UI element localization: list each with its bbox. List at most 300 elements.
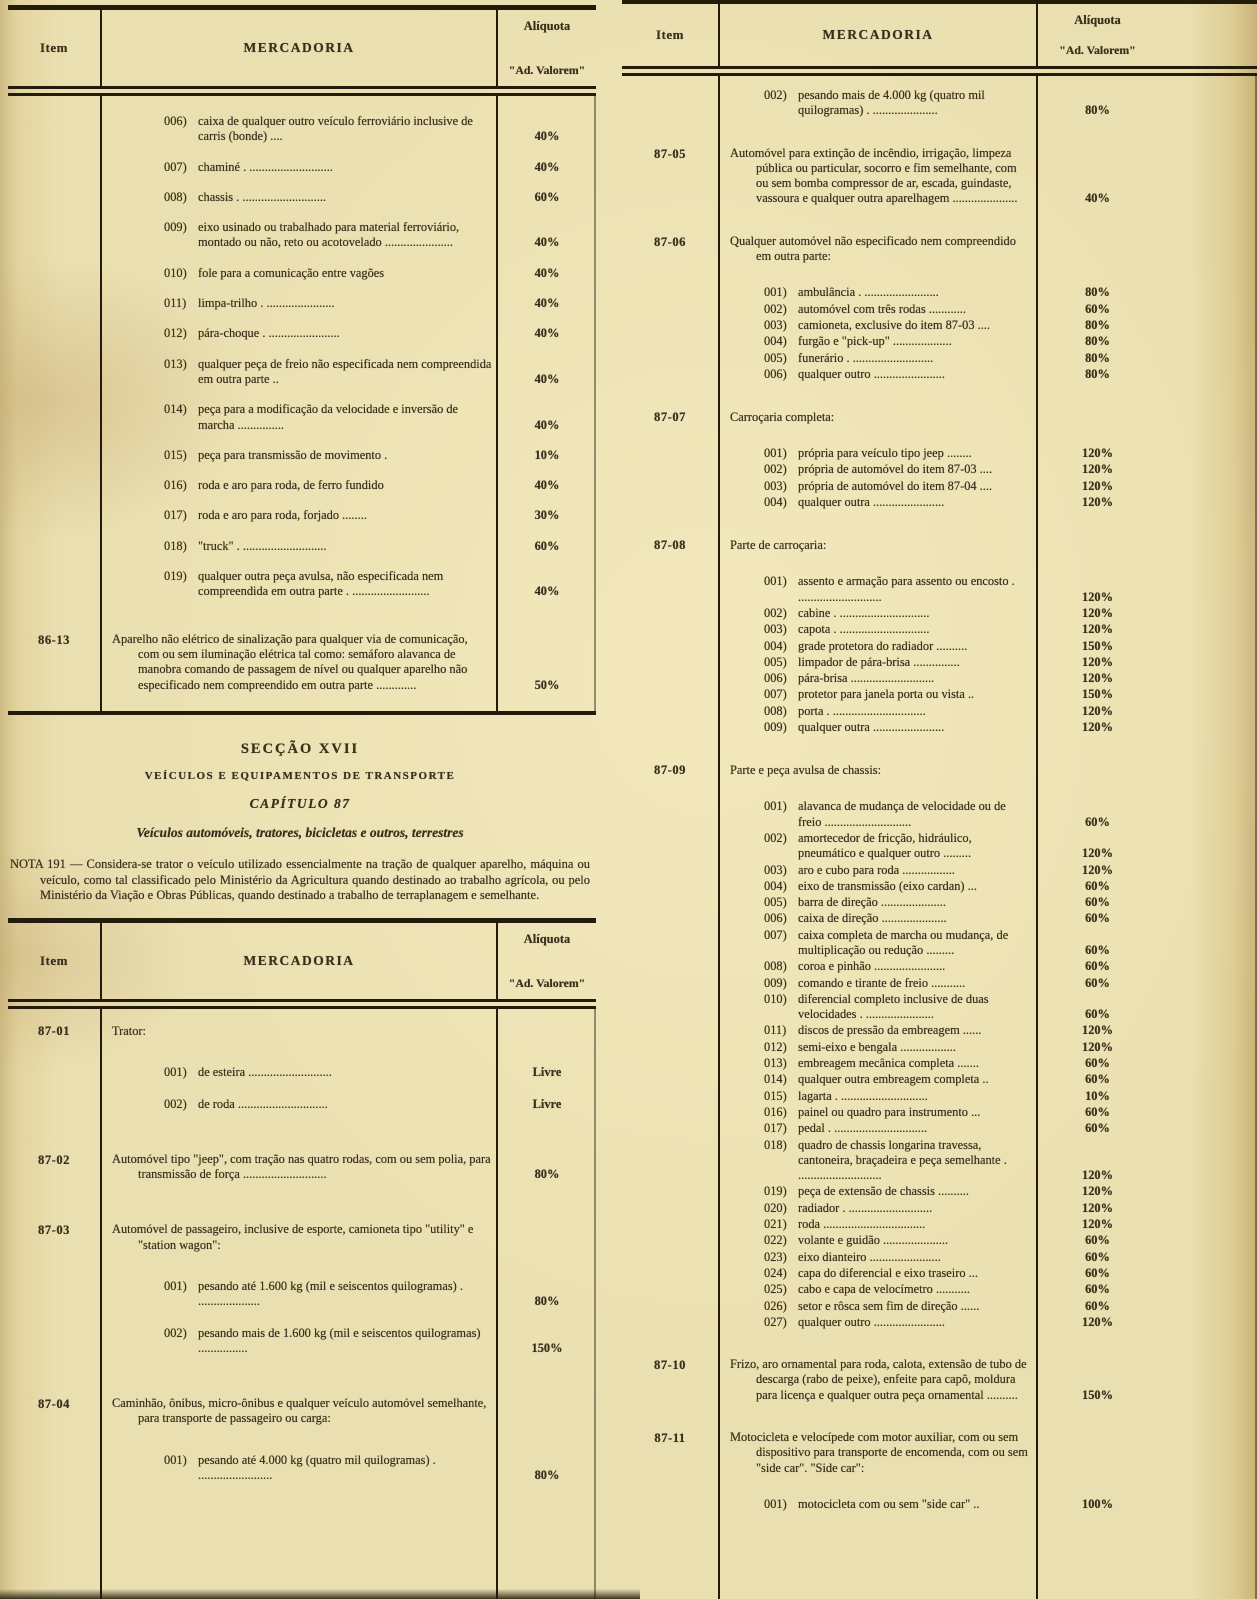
item-description: cabine . ............................. xyxy=(798,605,930,620)
row-description xyxy=(718,1315,1038,1330)
item-code xyxy=(622,1184,718,1185)
subitem xyxy=(112,1097,492,1112)
item-description: qualquer outra embreagem completa .. xyxy=(798,1072,989,1087)
table-row xyxy=(8,508,596,523)
section-heading: SECÇÃO XVII xyxy=(240,740,360,757)
item-description: caixa de qualquer outro veículo ferroviário inclusive de carris (bonde) .... xyxy=(198,114,473,144)
item-description: Parte e peça avulsa de chassis: xyxy=(730,763,882,778)
item-description: painel ou quadro para instrumento ... xyxy=(798,1104,981,1119)
table-row xyxy=(8,1453,596,1484)
subitem xyxy=(730,1299,1032,1314)
item-code xyxy=(622,606,718,607)
aliquota-value: 60% xyxy=(1085,911,1110,926)
subitem xyxy=(730,799,1032,830)
item-code xyxy=(8,266,100,267)
row-description xyxy=(100,569,498,600)
table-row xyxy=(8,402,596,433)
subitem xyxy=(730,1056,1032,1071)
item-code xyxy=(622,1105,718,1106)
table-row xyxy=(8,296,596,311)
aliquota-value: 80% xyxy=(1085,334,1110,349)
aliquota-value: 60% xyxy=(1085,1282,1110,1297)
subitem xyxy=(730,88,1032,119)
item-code xyxy=(622,1040,718,1041)
left-column xyxy=(8,0,596,1599)
subitem-number: 016) xyxy=(764,1104,787,1119)
subitem-number: 015) xyxy=(164,447,187,462)
aliquota-label-line1: Alíquota xyxy=(1074,13,1121,27)
aliquota-column-header xyxy=(498,10,596,86)
table-row xyxy=(8,266,596,281)
row-description xyxy=(718,334,1038,349)
subitem xyxy=(112,478,492,493)
item-description: quadro de chassis longarina travessa, cantoneira, braçadeira e peça semelhante . ........................... xyxy=(798,1137,1007,1183)
aliquota-value: 120% xyxy=(1082,589,1113,604)
table-body xyxy=(8,1009,596,1599)
row-description xyxy=(718,146,1038,207)
subitem-number: 010) xyxy=(764,991,787,1006)
aliquota-value: 120% xyxy=(1082,1168,1113,1183)
chapter-subtitle: Veículos automóveis, tratores, bicicletas e outros, terrestres xyxy=(136,824,464,840)
table-row xyxy=(8,160,596,175)
item-description: pesando até 1.600 kg (mil e seiscentos quilogramas) . .................... xyxy=(198,1279,463,1309)
item-code xyxy=(8,1065,100,1066)
item-description: roda ................................. xyxy=(798,1217,926,1232)
aliquota-value: 60% xyxy=(1085,1104,1110,1119)
aliquota-value: 60% xyxy=(1085,942,1110,957)
item-description: capa do diferencial e eixo traseiro ... xyxy=(798,1265,978,1280)
aliquota-value: 120% xyxy=(1082,862,1113,877)
row-description xyxy=(718,976,1038,991)
item-code xyxy=(622,976,718,977)
subitem xyxy=(730,1233,1032,1248)
row-description xyxy=(718,351,1038,366)
row-description xyxy=(718,720,1038,735)
mercadoria-column-header: MERCADORIA xyxy=(718,4,1038,66)
item-description: alavanca de mudança de velocidade ou de freio ............................ xyxy=(798,799,1006,829)
subitem-number: 001) xyxy=(164,1279,187,1293)
item-code xyxy=(622,495,718,496)
row-description xyxy=(718,639,1038,654)
table-row xyxy=(8,478,596,493)
item-code xyxy=(622,1299,718,1300)
aliquota-value: 60% xyxy=(1085,878,1110,893)
item-code: 86-13 xyxy=(38,632,70,647)
subitem-number: 006) xyxy=(164,114,187,128)
item-code xyxy=(8,220,100,221)
subitem xyxy=(730,1315,1032,1330)
subitem-number: 001) xyxy=(764,574,787,589)
table-body xyxy=(8,96,596,711)
aliquota-value: 120% xyxy=(1082,622,1113,637)
item-code xyxy=(8,357,100,358)
row-description xyxy=(100,1065,498,1080)
subitem-number: 014) xyxy=(164,402,187,417)
aliquota-value: 40% xyxy=(534,159,560,174)
item-code xyxy=(622,639,718,640)
row-description xyxy=(718,410,1038,425)
row-description xyxy=(100,1396,498,1427)
subitem-number: 011) xyxy=(164,296,187,311)
subitem-number: 017) xyxy=(164,508,187,523)
subitem xyxy=(112,569,492,600)
subitem xyxy=(730,1121,1032,1136)
row-description xyxy=(718,1357,1038,1403)
table-row xyxy=(8,190,596,205)
subitem xyxy=(112,296,492,311)
subitem xyxy=(730,992,1032,1023)
subitem xyxy=(730,911,1032,926)
item-code xyxy=(622,1089,718,1090)
subitem xyxy=(730,879,1032,894)
item-description: cabo e capa de velocímetro ........... xyxy=(798,1282,971,1297)
subitem xyxy=(730,687,1032,702)
item-description: própria de automóvel do item 87-04 .... xyxy=(798,478,993,493)
subitem-number: 004) xyxy=(764,334,787,349)
table-row xyxy=(8,1152,596,1183)
item-code xyxy=(622,318,718,319)
item-code xyxy=(622,911,718,912)
item-code xyxy=(8,478,100,479)
aliquota-value: 10% xyxy=(1085,1088,1110,1103)
aliquota-value: 150% xyxy=(531,1340,563,1355)
item-code xyxy=(622,285,718,286)
item-description: Automóvel tipo "jeep", com tração nas quatro rodas, com ou sem polia, para transmissão de força ........................... xyxy=(112,1151,491,1182)
subitem-number: 001) xyxy=(164,1065,187,1080)
subitem-number: 012) xyxy=(164,326,187,341)
subitem xyxy=(730,959,1032,974)
aliquota-value: 120% xyxy=(1082,654,1113,669)
subitem xyxy=(730,1040,1032,1055)
subitem xyxy=(730,606,1032,621)
item-description: Qualquer automóvel não especificado nem compreendido em outra parte: xyxy=(730,233,1016,264)
table-row xyxy=(8,326,596,341)
item-code xyxy=(8,508,100,509)
item-code xyxy=(622,1121,718,1122)
row-description xyxy=(100,1222,498,1253)
item-column-header: Item xyxy=(40,40,68,55)
subitem xyxy=(730,639,1032,654)
aliquota-value: 80% xyxy=(1085,317,1110,332)
subitem xyxy=(730,1250,1032,1265)
subitem-number: 012) xyxy=(764,1039,787,1054)
aliquota-value: 60% xyxy=(1085,814,1110,829)
item-description: lagarta . ............................ xyxy=(798,1088,928,1103)
aliquota-value: 60% xyxy=(1085,1121,1110,1136)
aliquota-value: 60% xyxy=(1085,1056,1110,1071)
item-code: 87-11 xyxy=(654,1431,686,1445)
subitem-number: 010) xyxy=(164,265,187,280)
item-code xyxy=(622,1315,718,1316)
aliquota-value: 10% xyxy=(534,447,560,462)
item-description: caixa completa de marcha ou mudança, de multiplicação ou redução ......... xyxy=(798,927,1009,957)
subitem-number: 008) xyxy=(164,189,187,204)
item-description: eixo usinado ou trabalhado para material ferroviário, montado ou não, reto ou acotovelado ...................... xyxy=(198,220,460,250)
item-description: fole para a comunicação entre vagões xyxy=(198,265,385,280)
row-description xyxy=(718,959,1038,974)
item-description: roda e aro para roda, forjado ........ xyxy=(198,508,367,523)
aliquota-label-line2: "Ad. Valorem" xyxy=(508,63,586,77)
subitem-number: 018) xyxy=(764,1137,787,1152)
item-code xyxy=(8,1279,100,1280)
table-row xyxy=(8,1396,596,1427)
row-description xyxy=(718,538,1038,553)
item-description: Frizo, aro ornamental para roda, calota, extensão de tubo de descarga (rabo de peixe), enfeite para capô, moldura para licença e qualquer outra peça ornamental .......... xyxy=(730,1357,1027,1402)
row-description xyxy=(718,1497,1038,1512)
aliquota-value: 40% xyxy=(534,296,560,311)
mercadoria-column-header: MERCADORIA xyxy=(100,10,498,86)
item-code: 87-05 xyxy=(654,146,686,161)
aliquota-value: 100% xyxy=(1082,1496,1113,1511)
item-code xyxy=(8,190,100,191)
item-code xyxy=(622,1233,718,1234)
chapter-heading-block xyxy=(8,715,596,918)
subitem-number: 024) xyxy=(764,1265,787,1280)
subitem-number: 004) xyxy=(764,495,787,510)
aliquota-value: 120% xyxy=(1082,1023,1113,1038)
item-code xyxy=(622,1201,718,1202)
row-description xyxy=(718,1138,1038,1184)
subitem xyxy=(730,671,1032,686)
item-code xyxy=(622,334,718,335)
item-description: comando e tirante de freio ........... xyxy=(798,975,966,990)
row-description xyxy=(100,478,498,493)
table-row xyxy=(8,448,596,463)
table-header xyxy=(622,4,1257,69)
subitem-number: 020) xyxy=(764,1200,787,1215)
item-description: amortecedor de fricção, hidráulico, pneumático e qualquer outro ......... xyxy=(798,830,972,861)
subitem-number: 002) xyxy=(764,605,787,620)
subitem xyxy=(730,1072,1032,1087)
item-description: Trator: xyxy=(112,1023,146,1038)
item-description: barra de direção ..................... xyxy=(798,895,946,910)
subitem xyxy=(730,1138,1032,1184)
subitem-number: 009) xyxy=(164,220,187,235)
subitem-number: 004) xyxy=(764,638,787,653)
row-description xyxy=(100,326,498,341)
item-column-header: Item xyxy=(656,27,684,42)
subitem-number: 002) xyxy=(164,1096,187,1111)
item-code: 87-01 xyxy=(38,1024,70,1039)
item-description: pára-choque . ....................... xyxy=(198,326,340,341)
table-body xyxy=(622,76,1257,1599)
subitem-number: 001) xyxy=(764,1496,787,1511)
subitem-number: 014) xyxy=(764,1072,787,1087)
subitem xyxy=(112,266,492,281)
subitem-number: 017) xyxy=(764,1121,787,1136)
subitem xyxy=(112,190,492,205)
row-description xyxy=(718,479,1038,494)
subitem-number: 002) xyxy=(764,88,787,102)
item-code xyxy=(622,1282,718,1283)
subitem xyxy=(112,1279,492,1310)
column-divider xyxy=(718,76,720,1599)
aliquota-value: 120% xyxy=(1082,605,1113,620)
row-description xyxy=(718,302,1038,317)
item-code xyxy=(8,402,100,403)
aliquota-value: 60% xyxy=(1085,975,1110,990)
aliquota-value: 120% xyxy=(1082,720,1113,735)
item-description: aro e cubo para roda ................. xyxy=(798,862,955,877)
row-description xyxy=(100,1152,498,1183)
subitem xyxy=(112,402,492,433)
item-description: de roda ............................. xyxy=(198,1096,328,1111)
aliquota-value: 120% xyxy=(1082,671,1113,686)
table-header xyxy=(8,10,596,89)
aliquota-value: 150% xyxy=(1082,687,1113,702)
row-description xyxy=(100,296,498,311)
item-description: de esteira ........................... xyxy=(198,1065,332,1080)
item-code xyxy=(622,1250,718,1251)
item-code xyxy=(8,296,100,297)
row-description xyxy=(718,88,1038,119)
table-row xyxy=(8,1023,596,1039)
item-code xyxy=(8,569,100,570)
row-description xyxy=(718,1201,1038,1216)
aliquota-value: 40% xyxy=(534,417,560,432)
item-description: qualquer outra peça avulsa, não especificada nem compreendida em outra parte . ......................... xyxy=(198,569,444,599)
aliquota-value: 80% xyxy=(534,1294,560,1309)
subitem xyxy=(112,1065,492,1080)
item-code xyxy=(622,655,718,656)
row-description xyxy=(718,655,1038,670)
item-description: pesando mais de 1.600 kg (mil e seiscentos quilogramas) ................ xyxy=(198,1325,481,1355)
subitem xyxy=(730,462,1032,477)
aliquota-value: 50% xyxy=(534,677,560,692)
item-description: eixo de transmissão (eixo cardan) ... xyxy=(798,878,977,893)
tariff-table-right xyxy=(622,0,1257,1599)
subitem-number: 007) xyxy=(164,159,187,174)
row-description xyxy=(718,895,1038,910)
subitem-number: 006) xyxy=(764,366,787,381)
item-description: setor e rôsca sem fim de direção ...... xyxy=(798,1298,980,1313)
item-code xyxy=(8,539,100,540)
row-description xyxy=(100,266,498,281)
aliquota-value: 120% xyxy=(1082,1217,1113,1232)
subitem xyxy=(112,114,492,145)
item-code: 87-10 xyxy=(654,1358,686,1373)
row-description xyxy=(718,799,1038,830)
item-code xyxy=(622,704,718,705)
item-code: 87-06 xyxy=(654,234,686,249)
subitem-number: 013) xyxy=(764,1056,787,1071)
aliquota-value: 60% xyxy=(1085,1233,1110,1248)
subitem xyxy=(730,720,1032,735)
aliquota-value: 40% xyxy=(534,371,560,386)
item-code xyxy=(622,446,718,447)
item-description: ambulância . ........................ xyxy=(798,285,939,300)
subitem xyxy=(730,622,1032,637)
aliquota-value: 60% xyxy=(1085,895,1110,910)
aliquota-label-line2: "Ad. Valorem" xyxy=(508,976,586,991)
item-code xyxy=(8,160,100,161)
row-description xyxy=(100,160,498,175)
subitem-number: 009) xyxy=(764,975,787,990)
table-row xyxy=(8,632,596,693)
subitem-number: 011) xyxy=(764,1023,787,1038)
item-description: pedal . .............................. xyxy=(798,1121,928,1136)
row-description xyxy=(718,1217,1038,1232)
item-code xyxy=(622,879,718,880)
item-description: assento e armação para assento ou encosto . ........................... xyxy=(798,574,1015,604)
aliquota-value: 120% xyxy=(1082,1314,1113,1329)
row-description xyxy=(718,1040,1038,1055)
aliquota-value: 80% xyxy=(1085,366,1110,381)
table-row xyxy=(8,114,596,145)
item-code xyxy=(8,114,100,115)
row-description xyxy=(718,574,1038,605)
item-code xyxy=(8,1097,100,1098)
row-description xyxy=(100,220,498,251)
subitem xyxy=(730,351,1032,366)
aliquota-value: 60% xyxy=(1085,1249,1110,1264)
item-code: 87-07 xyxy=(654,410,686,425)
aliquota-label-line2: "Ad. Valorem" xyxy=(1059,43,1136,57)
item-description: automóvel com três rodas ............ xyxy=(798,301,966,316)
subitem xyxy=(730,863,1032,878)
item-code: 87-02 xyxy=(38,1152,70,1167)
row-description xyxy=(718,606,1038,621)
item-code xyxy=(622,895,718,896)
item-code xyxy=(622,831,718,832)
subitem-number: 022) xyxy=(764,1233,787,1248)
item-description: radiador . ........................... xyxy=(798,1200,933,1215)
aliquota-value: 80% xyxy=(1085,350,1110,365)
item-code xyxy=(622,302,718,303)
subitem xyxy=(730,495,1032,510)
item-description: Automóvel de passageiro, inclusive de esporte, camioneta tipo "utility" e "station wagon": xyxy=(112,1222,474,1252)
item-description: roda e aro para roda, de ferro fundido xyxy=(198,478,384,493)
row-description xyxy=(718,1184,1038,1199)
column-divider xyxy=(100,1009,102,1599)
subitem-number: 015) xyxy=(764,1088,787,1103)
row-description xyxy=(718,285,1038,300)
subitem-number: 009) xyxy=(764,720,787,735)
subitem xyxy=(730,285,1032,300)
item-code xyxy=(8,448,100,449)
item-description: própria de automóvel do item 87-03 .... xyxy=(798,462,993,477)
table-row xyxy=(8,539,596,554)
aliquota-value: 150% xyxy=(1082,638,1113,653)
row-description xyxy=(100,402,498,433)
item-description: furgão e "pick-up" ................... xyxy=(798,334,952,349)
item-description: embreagem mecânica completa ....... xyxy=(798,1056,979,1071)
item-description: pesando até 4.000 kg (quatro mil quilogramas) . ........................ xyxy=(198,1452,436,1483)
item-code xyxy=(622,351,718,352)
row-description xyxy=(100,508,498,523)
subitem-number: 001) xyxy=(764,285,787,300)
subitem xyxy=(730,895,1032,910)
item-description: eixo dianteiro ....................... xyxy=(798,1249,941,1264)
aliquota-value: 120% xyxy=(1082,703,1113,718)
subitem xyxy=(730,1266,1032,1281)
subitem-number: 021) xyxy=(764,1217,787,1232)
item-code xyxy=(622,671,718,672)
subitem xyxy=(112,1326,492,1357)
item-description: funerário . .......................... xyxy=(798,350,934,365)
item-description: chassis . ........................... xyxy=(198,189,327,204)
aliquota-value: 80% xyxy=(534,1468,560,1483)
column-divider xyxy=(496,96,498,711)
right-column xyxy=(622,0,1257,1599)
table-right-border xyxy=(594,96,596,711)
item-description: grade protetora do radiador .......... xyxy=(798,638,968,653)
subitem-number: 002) xyxy=(764,830,787,845)
item-code: 87-08 xyxy=(654,538,686,553)
aliquota-value: 40% xyxy=(534,584,560,599)
row-description xyxy=(718,704,1038,719)
aliquota-value: 80% xyxy=(534,1167,560,1182)
